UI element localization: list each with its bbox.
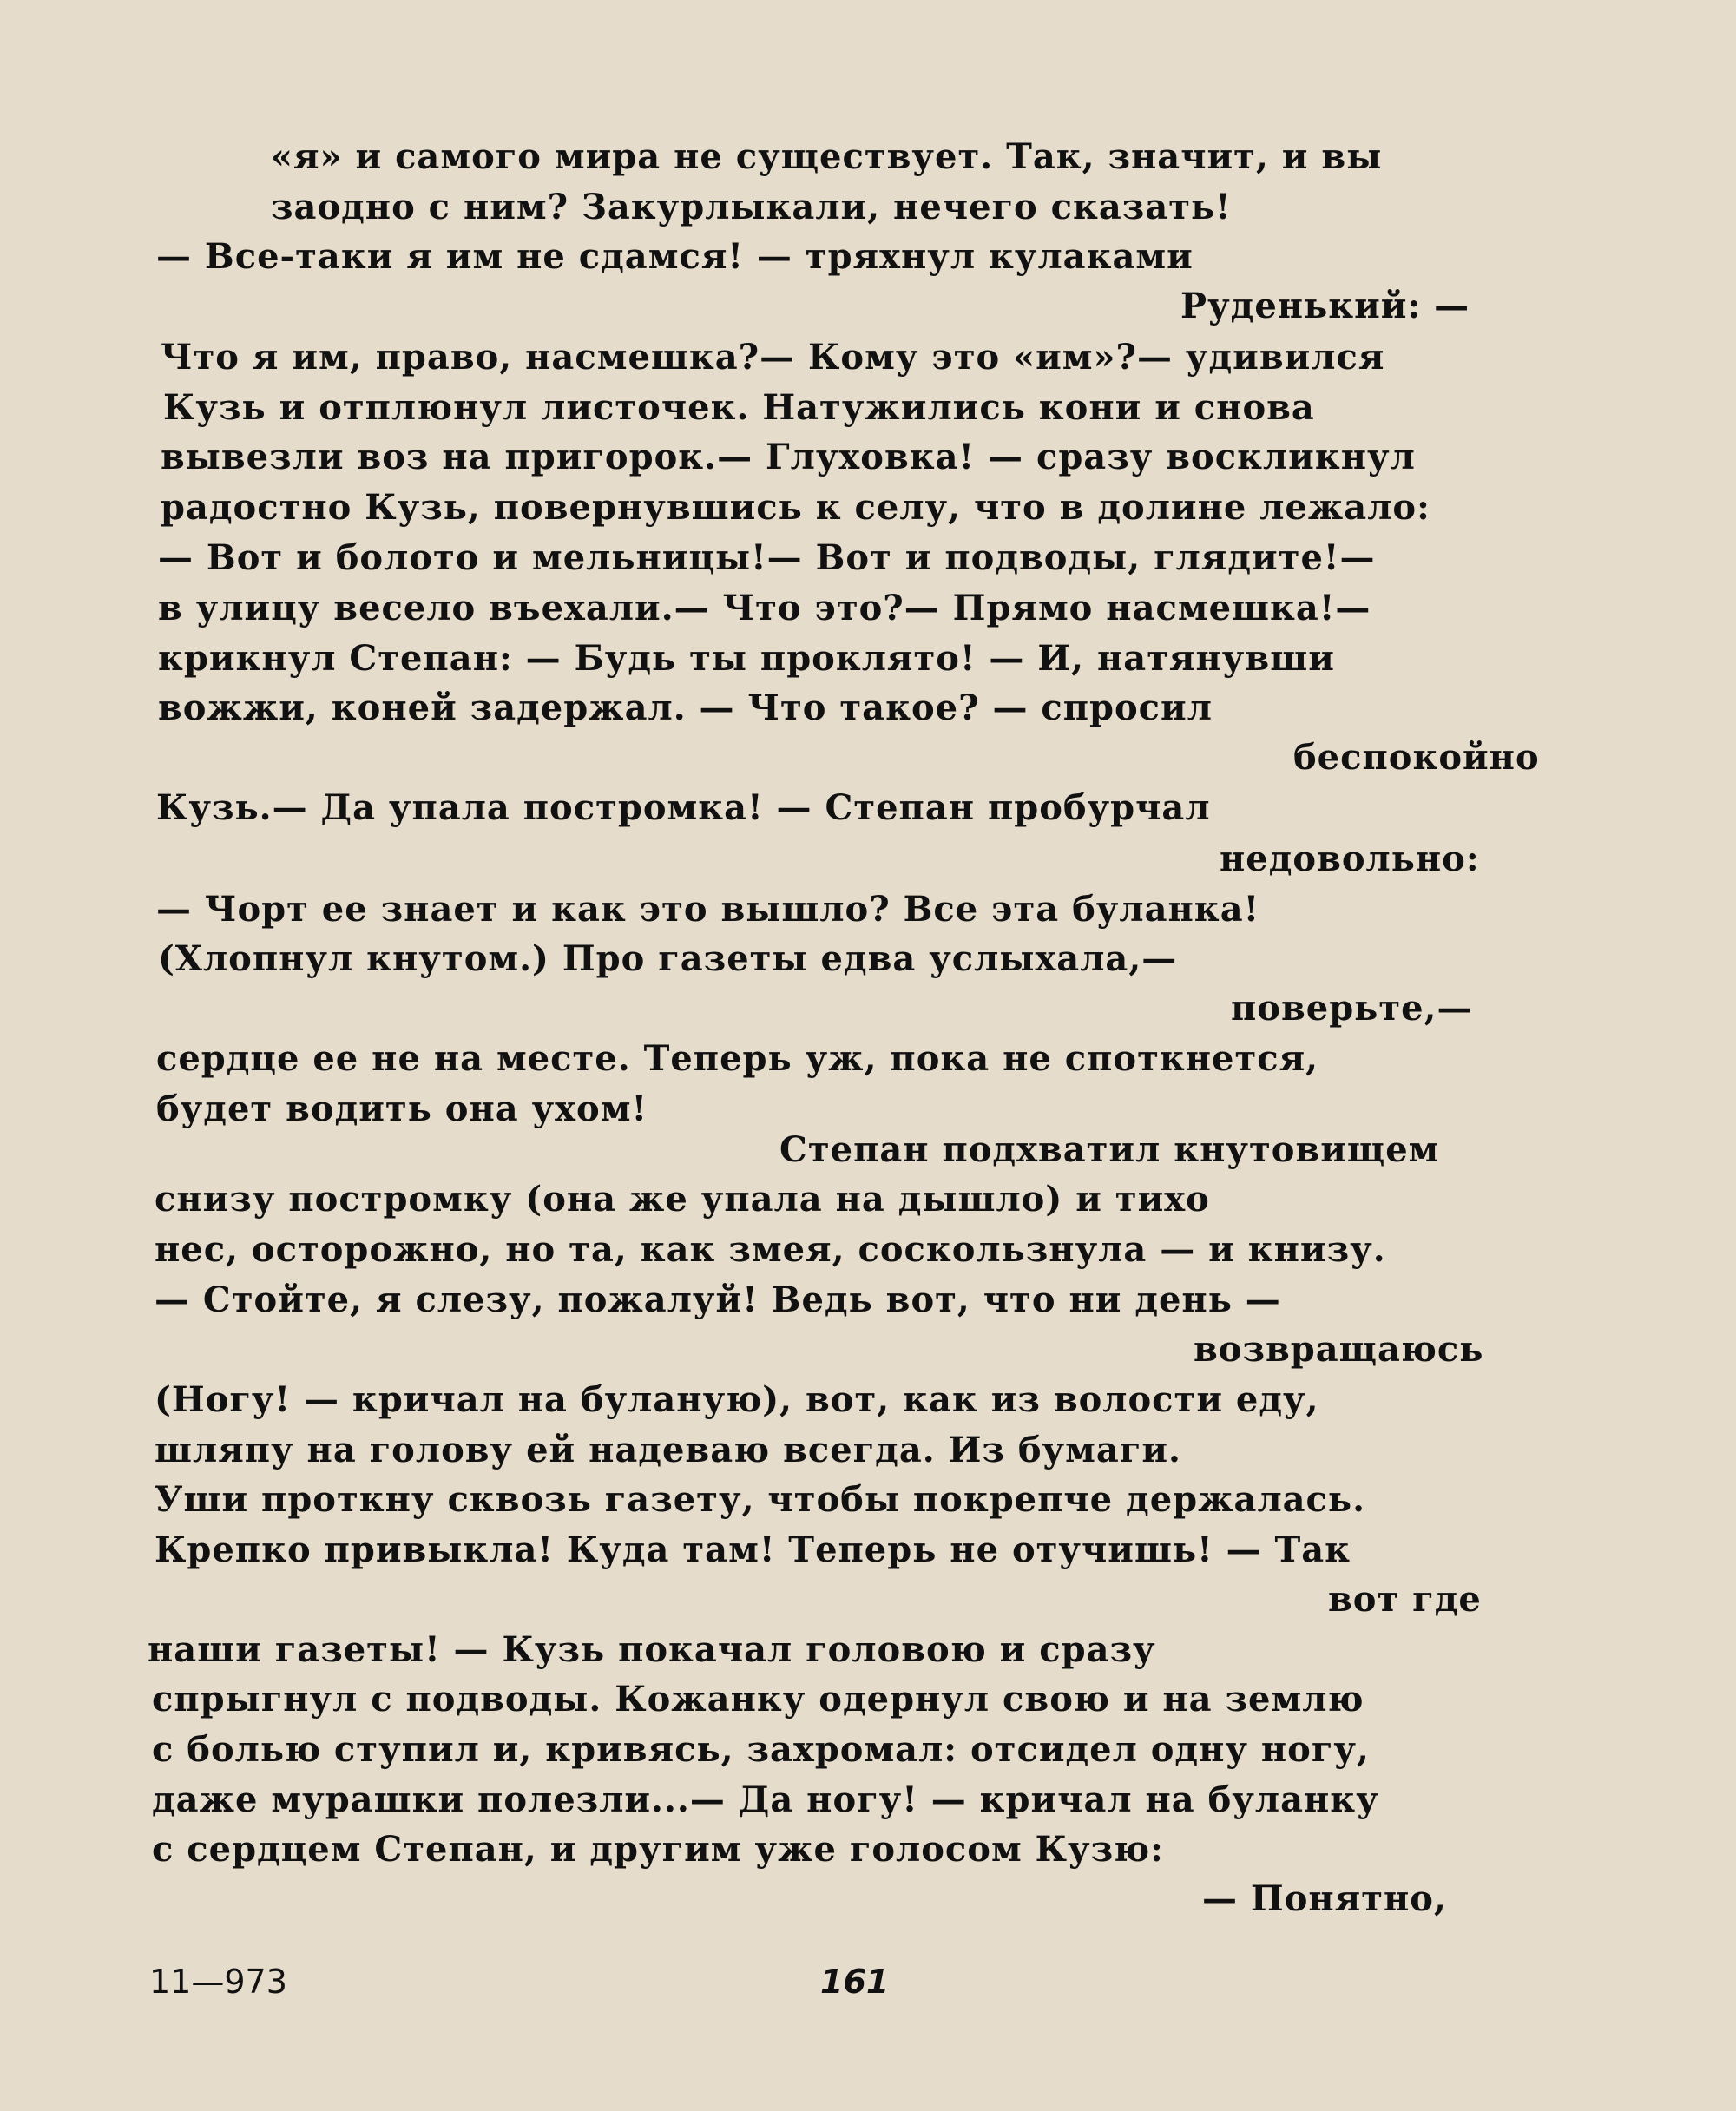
- text-line-28: Уши проткну сквозь газету, чтобы покрепче держалась.: [155, 1479, 1365, 1520]
- page-number: 161: [820, 1963, 890, 2001]
- text-line-10: в улицу весело въехали.— Что это?— Прямо насмешка!—: [158, 588, 1371, 628]
- text-line-21: Степан подхватил кнутовищем: [779, 1129, 1440, 1170]
- text-line-31: наши газеты! — Кузь покачал головою и сразу: [148, 1629, 1156, 1670]
- text-line-26: (Ногу! — кричал на буланую), вот, как из волости еду,: [155, 1379, 1319, 1420]
- text-line-8: радостно Кузь, повернувшись к селу, что в долине лежало:: [161, 487, 1430, 528]
- text-line-14: Кузь.— Да упала постромка! — Степан пробурчал: [156, 787, 1211, 828]
- text-line-27: шляпу на голову ей надеваю всегда. Из бумаги.: [155, 1430, 1181, 1470]
- text-line-24: — Стойте, я слезу, пожалуй! Ведь вот, что ни день —: [155, 1279, 1281, 1320]
- text-line-25: возвращаюсь: [1194, 1329, 1484, 1370]
- text-line-4: Руденький: —: [1180, 286, 1470, 326]
- text-line-5: Что я им, право, насмешка?— Кому это «им»?— удивился: [161, 337, 1385, 378]
- text-line-15: недовольно:: [1220, 838, 1480, 879]
- text-line-2: заодно с ним? Закурлыкали, нечего сказать!: [271, 187, 1232, 227]
- text-line-23: нес, осторожно, но та, как змея, соскользнула — и книзу.: [155, 1229, 1386, 1270]
- text-line-7: вывезли воз на пригорок.— Глуховка! — сразу воскликнул: [161, 437, 1416, 477]
- text-line-1: «я» и самого мира не существует. Так, значит, и вы: [271, 136, 1383, 177]
- text-line-17: (Хлопнул кнутом.) Про газеты едва услыхала,—: [158, 938, 1178, 979]
- text-line-33: с болью ступил и, кривясь, захромал: отсидел одну ногу,: [152, 1729, 1370, 1770]
- text-line-6: Кузь и отплюнул листочек. Натужились кони и снова: [163, 387, 1315, 428]
- text-line-11: крикнул Степан: — Будь ты проклято! — И, натянувши: [158, 638, 1335, 679]
- text-line-32: спрыгнул с подводы. Кожанку одернул свою и на землю: [152, 1679, 1364, 1720]
- text-line-13: беспокойно: [1293, 737, 1540, 778]
- printer-signature: 11—973: [149, 1963, 287, 2001]
- text-line-20: будет водить она ухом!: [156, 1088, 648, 1129]
- text-line-18: поверьте,—: [1231, 988, 1473, 1029]
- text-line-29: Крепко привыкла! Куда там! Теперь не отучишь! — Так: [155, 1529, 1351, 1570]
- text-line-3: — Все-таки я им не сдамся! — тряхнул кулаками: [156, 236, 1194, 277]
- text-line-22: снизу постромку (она же упала на дышло) и тихо: [155, 1179, 1210, 1220]
- text-line-34: даже мурашки полезли...— Да ногу! — кричал на буланку: [152, 1779, 1379, 1820]
- text-line-16: — Чорт ее знает и как это вышло? Все эта буланка!: [156, 889, 1260, 930]
- text-line-12: вожжи, коней задержал. — Что такое? — спросил: [158, 687, 1213, 728]
- text-line-9: — Вот и болото и мельницы!— Вот и подводы, глядите!—: [158, 537, 1376, 578]
- text-line-35: с сердцем Степан, и другим уже голосом Кузю:: [152, 1829, 1164, 1870]
- text-line-30: вот где: [1328, 1579, 1482, 1620]
- text-line-36: — Понятно,: [1202, 1878, 1447, 1919]
- text-line-19: сердце ее не на месте. Теперь уж, пока не споткнется,: [156, 1038, 1319, 1079]
